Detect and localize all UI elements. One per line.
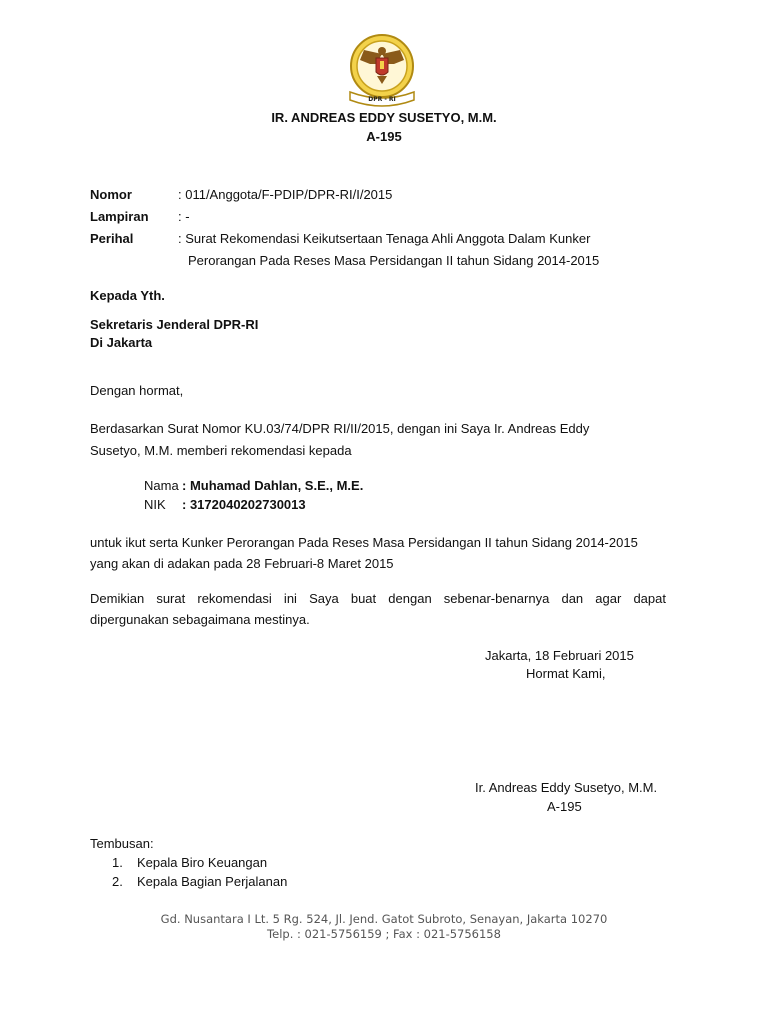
perihal-label: Perihal xyxy=(90,231,134,246)
place-date: Jakarta, 18 Februari 2015 xyxy=(485,648,634,663)
nik-value: : 3172040202730013 xyxy=(182,497,306,512)
nomor-value: : 011/Anggota/F-PDIP/DPR-RI/I/2015 xyxy=(178,187,393,202)
salutation: Dengan hormat, xyxy=(90,383,184,398)
paragraph-1-line1: Berdasarkan Surat Nomor KU.03/74/DPR RI/II/2015, dengan ini Saya Ir. Andreas Eddy xyxy=(90,421,590,436)
recipient-place: Di Jakarta xyxy=(90,335,153,350)
paragraph-3-line2: dipergunakan sebagaimana mestinya. xyxy=(90,612,310,627)
lampiran-label: Lampiran xyxy=(90,209,149,224)
signer-name: Ir. Andreas Eddy Susetyo, M.M. xyxy=(475,780,658,795)
footer-address: Gd. Nusantara I Lt. 5 Rg. 524, Jl. Jend. Gatot Subroto, Senayan, Jakarta 10270 xyxy=(160,912,608,926)
tembusan-item-number: 1. xyxy=(112,855,123,870)
tembusan-label: Tembusan: xyxy=(90,836,154,851)
perihal-value-line1: : Surat Rekomendasi Keikutsertaan Tenaga Ahli Anggota Dalam Kunker xyxy=(178,231,591,246)
nama-label: Nama xyxy=(144,478,179,493)
recipient-title: Sekretaris Jenderal DPR-RI xyxy=(90,317,259,332)
letter-header-code: A-195 xyxy=(366,129,402,144)
perihal-value-line2: Perorangan Pada Reses Masa Persidangan II tahun Sidang 2014-2015 xyxy=(188,253,600,268)
tembusan-item: Kepala Bagian Perjalanan xyxy=(137,874,288,889)
footer-phone: Telp. : 021-5756159 ; Fax : 021-5756158 xyxy=(267,927,501,941)
paragraph-3-line1: Demikian surat rekomendasi ini Saya buat dengan sebenar-benarnya dan agar dapat xyxy=(90,591,666,606)
paragraph-2-line2: yang akan di adakan pada 28 Februari-8 Maret 2015 xyxy=(90,556,394,571)
letter-header-name: IR. ANDREAS EDDY SUSETYO, M.M. xyxy=(271,110,497,125)
kepada-label: Kepada Yth. xyxy=(90,288,165,303)
nama-value: : Muhamad Dahlan, S.E., M.E. xyxy=(182,478,364,493)
garuda-emblem-icon xyxy=(340,30,424,108)
tembusan-item: Kepala Biro Keuangan xyxy=(137,855,268,870)
nomor-label: Nomor xyxy=(90,187,132,202)
closing-greeting: Hormat Kami, xyxy=(526,666,606,681)
lampiran-value: : - xyxy=(178,209,190,224)
emblem-ribbon-text: DPR - RI xyxy=(368,96,396,103)
paragraph-1-line2: Susetyo, M.M. memberi rekomendasi kepada xyxy=(90,443,352,458)
tembusan-item-number: 2. xyxy=(112,874,123,889)
nik-label: NIK xyxy=(144,497,166,512)
signer-code: A-195 xyxy=(547,799,582,814)
paragraph-2-line1: untuk ikut serta Kunker Perorangan Pada Reses Masa Persidangan II tahun Sidang 2014-2015 xyxy=(90,535,638,550)
